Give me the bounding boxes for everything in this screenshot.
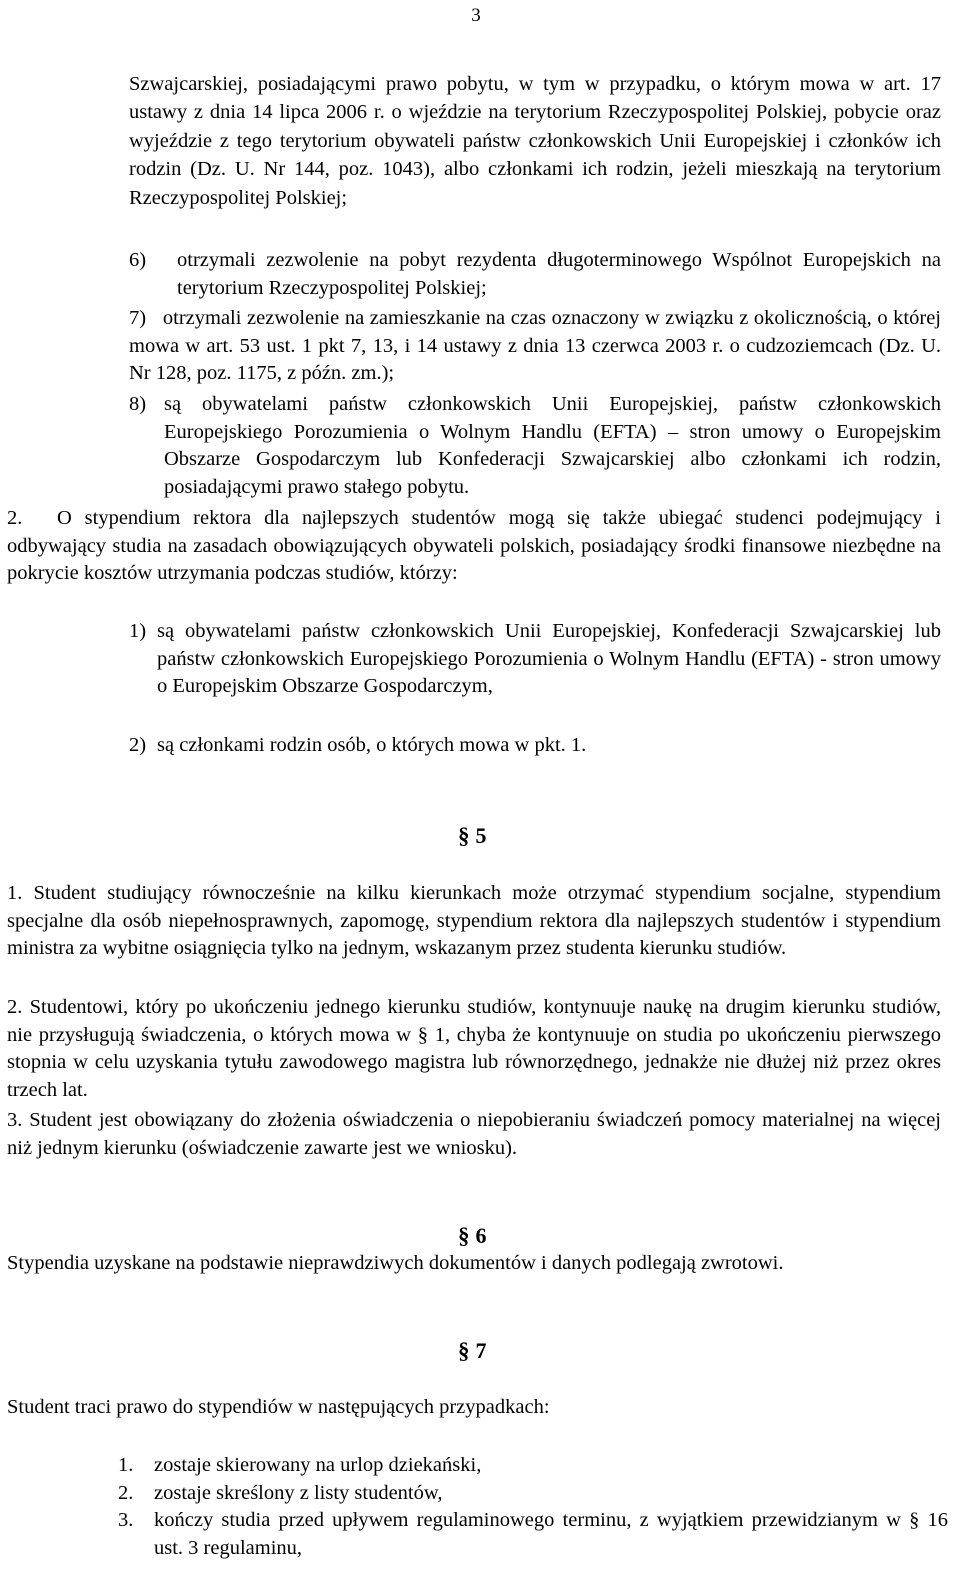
section-5-heading xyxy=(458,822,487,850)
item-text: zostaje skierowany na urlop dziekański, xyxy=(154,1454,482,1476)
list-item xyxy=(118,1480,948,1508)
item-text: zostaje skreślony z listy studentów, xyxy=(154,1481,443,1504)
section-number: 5 xyxy=(475,823,487,848)
item-label: 7) xyxy=(129,307,147,329)
item-text-with-label xyxy=(129,305,941,388)
section-5-paragraph-3: 3. Student jest obowiązany do złożenia oświadczenia o niepobieraniu świadczeń pomocy materialnej na więcej niż jednym kierunku (oświadczenie zawarte jest we wniosku). xyxy=(7,1109,941,1159)
section-7-heading xyxy=(458,1337,487,1365)
item-label: 8) xyxy=(129,393,147,415)
point-label: 2. xyxy=(7,507,23,529)
section-number: 6 xyxy=(475,1223,487,1248)
section-5-paragraph-1: 1. Student studiujący równocześnie na kilku kierunkach może otrzymać stypendium socjalne, stypendium specjalne dla osób niepełnosprawnych, zapomogę, stypendium rektora dla najlepszych studentów i stypendium ministra za wybitne osiągnięcia tylko na jednym, wskazanym przez studenta kierunku studiów. xyxy=(7,882,941,960)
item-text: są obywatelami państw członkowskich Unii Europejskiej, państw członkowskich Europejskiego Porozumienia o Wolnym Handlu (EFTA) – stron umowy o Europejskim Obszarze Gospodarczym lub Konfederacji Szwajcarskiej albo członkami ich rodzin, posiadającymi prawo stałego pobytu. xyxy=(164,393,941,498)
point-2-text: O stypendium rektora dla najlepszych studentów mogą się także ubiegać studenci podejmujący i odbywający studia na zasadach obowiązujących obywateli polskich, posiadający środki finansowe niezbędne na pokrycie kosztów utrzymania podczas studiów, którzy: xyxy=(7,507,941,585)
list-item xyxy=(118,1507,948,1562)
list-item xyxy=(129,247,941,302)
item-label: 1) xyxy=(129,620,147,642)
item-label: 3. xyxy=(118,1509,134,1532)
list-item xyxy=(129,391,941,501)
list-item xyxy=(118,1452,948,1480)
item-label: 6) xyxy=(129,249,147,271)
section-7-list xyxy=(118,1452,948,1562)
page-number: 3 xyxy=(471,5,481,26)
item-text: są obywatelami państw członkowskich Unii Europejskiej, Konfederacji Szwajcarskiej lub państw członkowskich Europejskiego Porozumienia o Wolnym Handlu (EFTA) - stron umowy o Europejskim Obszarze Gospodarczym, xyxy=(157,620,941,698)
item-text: są członkami rodzin osób, o których mowa w pkt. 1. xyxy=(157,734,587,756)
section-6-heading xyxy=(458,1222,487,1250)
section-sign: § xyxy=(458,1338,470,1363)
section-sign: § xyxy=(458,823,470,848)
section-7-intro: Student traci prawo do stypendiów w następujących przypadkach: xyxy=(7,1396,550,1418)
item-label: 2) xyxy=(129,734,147,756)
item-text: otrzymali zezwolenie na zamieszkanie na czas oznaczony w związku z okolicznością, o której mowa w art. 53 ust. 1 pkt 7, 13, i 14 ustawy z dnia 13 czerwca 2003 r. o cudzoziemcach (Dz. U. Nr 128, poz. 1175, z późn. zm.); xyxy=(129,307,942,385)
item-label: 2. xyxy=(118,1481,134,1504)
list-item xyxy=(129,732,941,760)
item-text: otrzymali zezwolenie na pobyt rezydenta długoterminowego Wspólnot Europejskich na terytorium Rzeczypospolitej Polskiej; xyxy=(177,249,941,299)
section-5-paragraph-2: 2. Studentowi, który po ukończeniu jednego kierunku studiów, kontynuuje naukę na drugim kierunku studiów, nie przysługują świadczenia, o których mowa w § 1, chyba że kontynuuje on studia po ukończeniu pierwszego stopnia w celu uzyskania tytułu zawodowego magistra lub równorzędnego, jednakże nie dłużej niż przez okres trzech lat. xyxy=(7,996,941,1101)
list-item xyxy=(129,618,941,701)
continuation-paragraph: Szwajcarskiej, posiadającymi prawo pobytu, w tym w przypadku, o którym mowa w art. 17 ustawy z dnia 14 lipca 2006 r. o wjeździe na terytorium Rzeczypospolitej Polskiej, pobycie oraz wyjeździe z tego terytorium obywateli państw członkowskich Unii Europejskiej i członków ich rodzin (Dz. U. Nr 144, poz. 1043), albo członkami ich rodzin, jeżeli mieszkają na terytorium Rzeczypospolitej Polskiej; xyxy=(129,73,941,209)
list-item xyxy=(129,305,941,388)
item-text: kończy studia przed upływem regulaminowego terminu, z wyjątkiem przewidzianym w § 16 ust. 3 regulaminu, xyxy=(154,1509,948,1559)
item-label: 1. xyxy=(118,1454,134,1476)
section-number: 7 xyxy=(475,1338,487,1363)
section-sign: § xyxy=(458,1223,470,1248)
section-6-text: Stypendia uzyskane na podstawie nieprawdziwych dokumentów i danych podlegają zwrotowi. xyxy=(7,1252,784,1274)
